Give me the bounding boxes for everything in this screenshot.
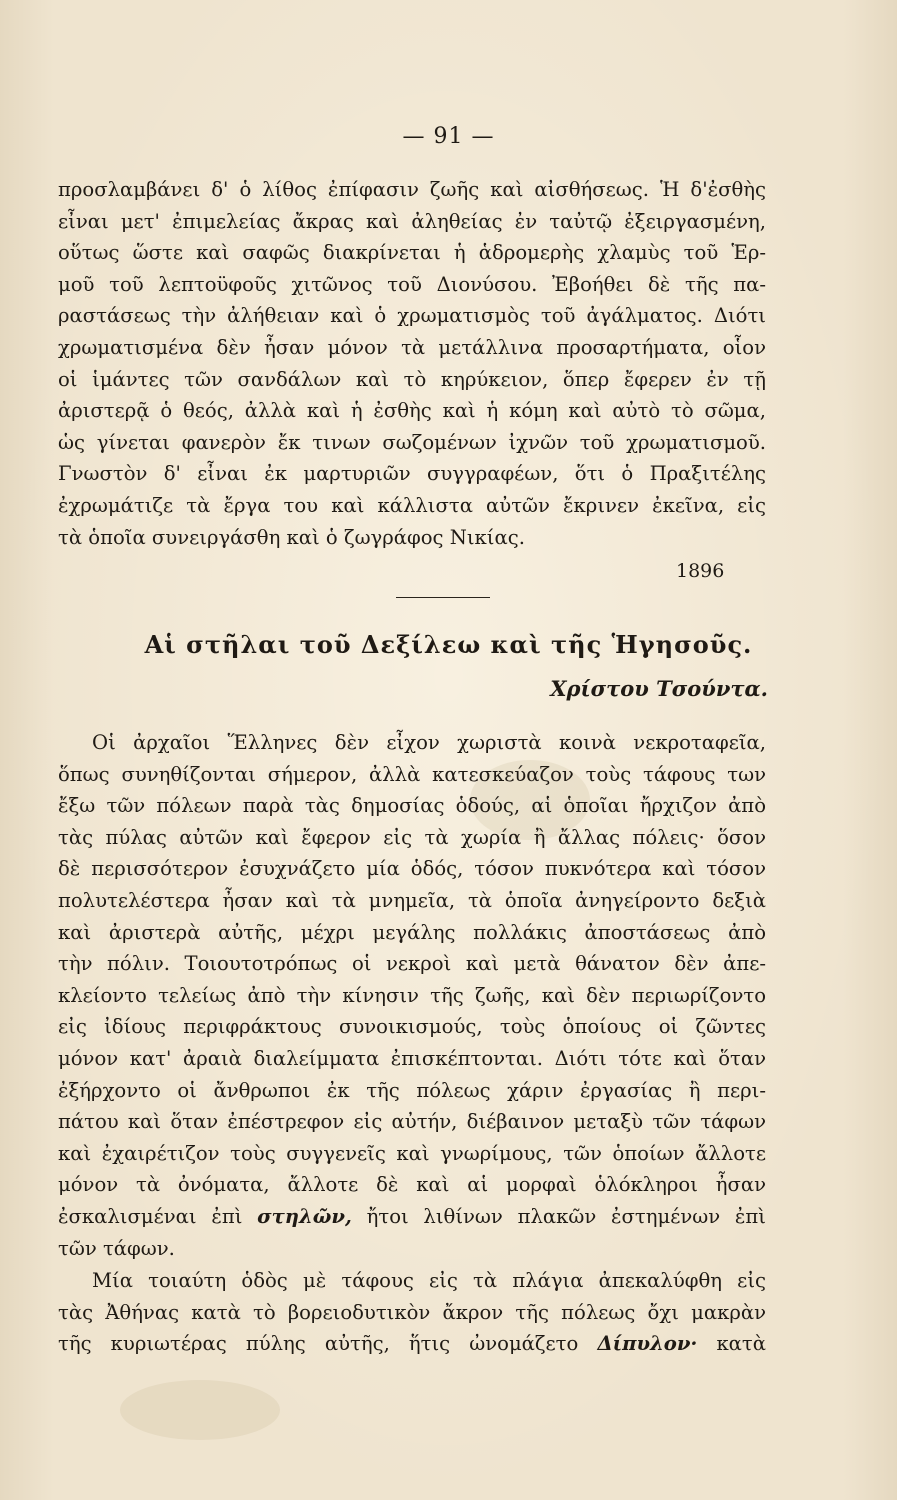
text-line (58, 1201, 766, 1233)
text-line: ὅπως συνηθίζονται σήμερον, ἀλλὰ κατεσκεύαζον τοὺς τάφους των (58, 762, 766, 786)
text-line (58, 1328, 766, 1360)
text-line: κλείοντο τελείως ἀπὸ τὴν κίνησιν τῆς ζωῆς, καὶ δὲν περιωρίζοντο (58, 983, 766, 1007)
text-line: καὶ ἐχαιρέτιζον τοὺς συγγενεῖς καὶ γνωρίμους, τῶν ὁποίων ἄλλοτε (58, 1141, 766, 1165)
text-fragment: ἤτοι λιθίνων πλακῶν ἐστημένων ἐπὶ (366, 1204, 766, 1228)
text-fragment: ἐσκαλισμέναι ἐπὶ (58, 1204, 243, 1228)
text-line: μόνον τὰ ὀνόματα, ἄλλοτε δὲ καὶ αἱ μορφαὶ ὁλόκληροι ἦσαν (58, 1173, 766, 1197)
text-line: ἐξήρχοντο οἱ ἄνθρωποι ἐκ τῆς πόλεως χάριν ἐργασίας ἢ περι- (58, 1078, 766, 1102)
text-line: Μία τοιαύτη ὁδὸς μὲ τάφους εἰς τὰ πλάγια ἀπεκαλύφθη εἰς (92, 1269, 766, 1292)
text-line: εἶναι μετ' ἐπιμελείας ἄκρας καὶ ἀληθείας ἐν ταὐτῷ ἐξειργασμένη, (58, 209, 766, 233)
text-line: τῶν τάφων. (58, 1236, 175, 1260)
paragraph-dipylon (58, 1265, 766, 1360)
text-line: ραστάσεως τὴν ἀλήθειαν καὶ ὁ χρωματισμὸς τοῦ ἀγάλματος. Διότι (58, 304, 766, 328)
text-line: τὰ ὁποῖα συνειργάσθη καὶ ὁ ζωγράφος Νικίας. (58, 525, 525, 549)
text-line: προσλαμβάνει δ' ὁ λίθος ἐπίφασιν ζωῆς καὶ αἰσθήσεως. Ἡ δ'ἐσθὴς (58, 178, 766, 201)
text-line: καὶ ἀριστερὰ αὐτῆς, μέχρι μεγάλης πολλάκις ἀποστάσεως ἀπὸ (58, 920, 766, 944)
text-line: τὰς Ἀθήνας κατὰ τὸ βορειοδυτικὸν ἄκρον τῆς πόλεως ὄχι μακρὰν (58, 1300, 766, 1324)
page-number: — 91 — (402, 124, 495, 149)
text-line: πάτου καὶ ὅταν ἐπέστρεφον εἰς αὐτήν, διέβαινον μεταξὺ τῶν τάφων (58, 1110, 766, 1134)
text-line: οὕτως ὥστε καὶ σαφῶς διακρίνεται ἡ ἁδρομερὴς χλαμὺς τοῦ Ἑρ- (58, 241, 766, 265)
text-line: ὡς γίνεται φανερὸν ἔκ τινων σωζομένων ἰχνῶν τοῦ χρωματισμοῦ. (58, 430, 766, 454)
text-fragment: τῆς κυριωτέρας πύλης αὐτῆς, ἥτις ὠνομάζετο (58, 1332, 579, 1356)
text-line: δὲ περισσότερον ἐσυχνάζετο μία ὁδός, τόσον πυκνότερα καὶ τόσον (58, 857, 766, 881)
text-line: χρωματισμένα δὲν ἦσαν μόνον τὰ μετάλλινα προσαρτήματα, οἷον (58, 335, 766, 359)
text-line: ἐχρωμάτιζε τὰ ἔργα του καὶ κάλλιστα αὐτῶν ἔκρινεν ἐκεῖνα, εἰς (58, 493, 766, 517)
text-line: μόνον κατ' ἀραιὰ διαλείμματα ἐπισκέπτονται. Διότι τότε καὶ ὅταν (58, 1046, 766, 1070)
text-line: ἀριστερᾷ ὁ θεός, ἀλλὰ καὶ ἡ ἐσθὴς καὶ ἡ κόμη καὶ αὐτὸ τὸ σῶμα, (58, 399, 766, 423)
text-line: εἰς ἰδίους περιφράκτους συνοικισμούς, τοὺς ὁποίους οἱ ζῶντες (58, 1015, 766, 1039)
section-divider (396, 597, 490, 598)
text-line: πολυτελέστερα ἦσαν καὶ τὰ μνημεῖα, τὰ ὁποῖα ἀνηγείροντο δεξιὰ (58, 888, 766, 912)
section-title: Αἱ στῆλαι τοῦ Δεξίλεω καὶ τῆς Ἡγησοῦς. (144, 630, 753, 659)
text-line: ἔξω τῶν πόλεων παρὰ τὰς δημοσίας ὁδούς, αἱ ὁποῖαι ἤρχιζον ἀπὸ (58, 794, 766, 818)
article-year: 1896 (676, 560, 725, 582)
paragraph-greek-tombs (58, 727, 766, 1264)
emphasized-word: Δίπυλον· (597, 1332, 698, 1356)
text-line: Οἱ ἀρχαῖοι Ἕλληνες δὲν εἶχον χωριστὰ κοινὰ νεκροταφεῖα, (92, 731, 766, 754)
author-name: Χρίστου Τσούντα. (550, 676, 768, 701)
paragraph-praxiteles (58, 174, 766, 553)
text-line: τὴν πόλιν. Τοιουτοτρόπως οἱ νεκροὶ καὶ μετὰ θάνατον δὲν ἀπε- (58, 952, 766, 976)
emphasized-word: στηλῶν, (257, 1204, 352, 1228)
text-line: τὰς πύλας αὐτῶν καὶ ἔφερον εἰς τὰ χωρία ἢ ἄλλας πόλεις· ὅσον (58, 825, 766, 849)
text-fragment: κατὰ (716, 1332, 766, 1356)
paper-stain (120, 1380, 280, 1440)
text-line: οἱ ἱμάντες τῶν σανδάλων καὶ τὸ κηρύκειον, ὅπερ ἔφερεν ἐν τῇ (58, 367, 766, 391)
text-line: Γνωστὸν δ' εἶναι ἐκ μαρτυριῶν συγγραφέων, ὅτι ὁ Πραξιτέλης (58, 462, 766, 486)
text-line: μοῦ τοῦ λεπτοϋφοῦς χιτῶνος τοῦ Διονύσου. Ἐβοήθει δὲ τῆς πα- (58, 272, 766, 296)
